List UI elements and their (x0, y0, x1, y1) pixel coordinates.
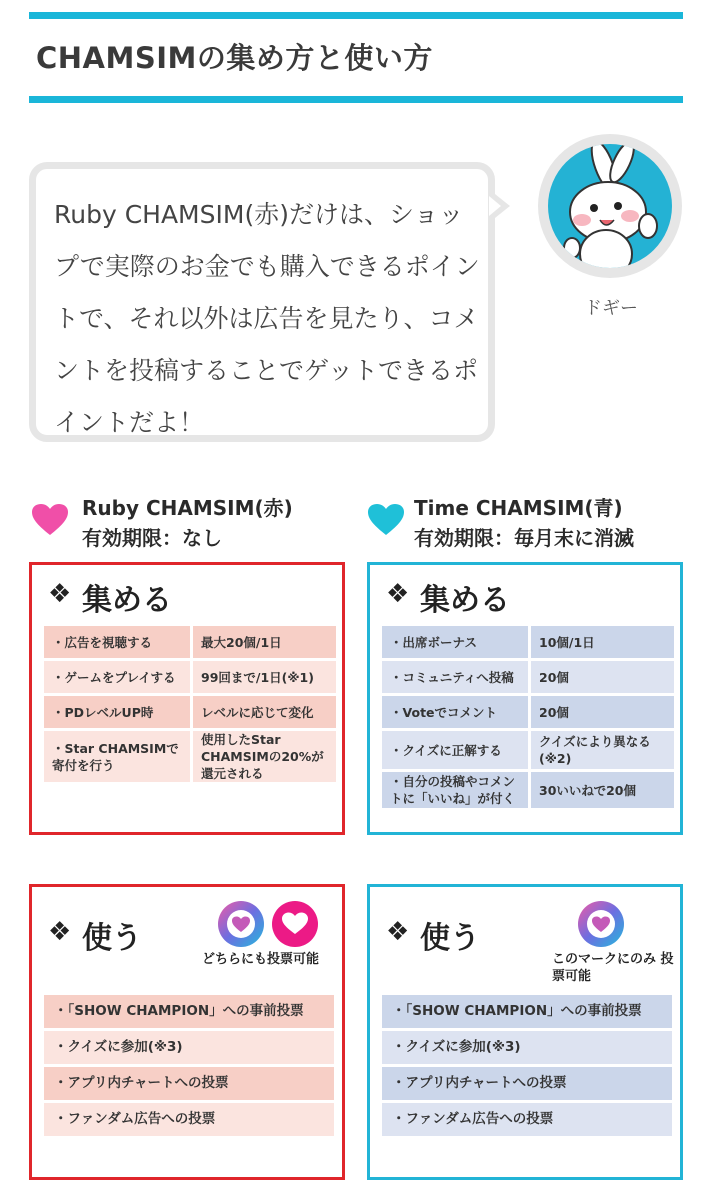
list-item: ・ファンダム広告への投票 (382, 1103, 672, 1136)
sparkle-icon: ❖ (386, 917, 410, 947)
page-title: CHAMSIMの集め方と使い方 (36, 41, 433, 75)
table-cell-reward: 20個 (531, 661, 674, 693)
table-cell-action: ・自分の投稿やコメントに「いいね」が付く (382, 772, 528, 808)
table-cell-action: ・ゲームをプレイする (44, 661, 190, 693)
speech-text: Ruby CHAMSIM(赤)だけは、ショップで実際のお金でも購入できるポイントで、それ以外は広告を見たり、コメントを投稿することでゲットできるポイントだよ！ (54, 200, 480, 437)
table-cell-reward: レベルに応じて変化 (193, 696, 336, 728)
time-collect-panel (367, 562, 683, 835)
ruby-use-title: 使う (82, 921, 142, 956)
heart-icon (272, 901, 318, 947)
speech-bubble (29, 162, 495, 442)
time-use-note: このマークにのみ 投票可能 (552, 952, 674, 984)
time-use-list (382, 995, 672, 1139)
table-cell-action: ・Voteでコメント (382, 696, 528, 728)
table-row (382, 772, 674, 808)
table-row (382, 661, 674, 693)
time-collect-title: 集める (420, 583, 510, 618)
speech-bubble-tail-inner (489, 196, 501, 216)
list-item: ・アプリ内チャートへの投票 (382, 1067, 672, 1100)
table-cell-action: ・Star CHAMSIMで 寄付を行う (44, 731, 190, 782)
table-cell-action: ・コミュニティへ投稿 (382, 661, 528, 693)
table-row (382, 626, 674, 658)
table-cell-reward: 20個 (531, 696, 674, 728)
list-item: ・アプリ内チャートへの投票 (44, 1067, 334, 1100)
time-name: Time CHAMSIM(青) (414, 496, 623, 520)
table-cell-reward: 30いいねで20個 (531, 772, 674, 808)
table-cell-action: ・出席ボーナス (382, 626, 528, 658)
table-row (382, 696, 674, 728)
heart-icon (218, 901, 264, 947)
table-row (44, 661, 336, 693)
ruby-collect-table (41, 623, 339, 785)
table-row (382, 731, 674, 769)
heart-badge-icon (272, 901, 318, 947)
sparkle-icon: ❖ (48, 579, 72, 609)
table-cell-reward: 最大20個/1日 (193, 626, 336, 658)
ruby-use-list (44, 995, 334, 1139)
table-row (44, 731, 336, 782)
list-item: ・「SHOW CHAMPION」への事前投票 (382, 995, 672, 1028)
ruby-name: Ruby CHAMSIM(赤) (82, 496, 293, 520)
heart-icon (368, 504, 404, 536)
ruby-use-note: どちらにも投票可能 (202, 952, 320, 967)
heart-icon (32, 504, 68, 536)
table-cell-action: ・クイズに正解する (382, 731, 528, 769)
ruby-collect-title: 集める (82, 583, 172, 618)
table-row (44, 626, 336, 658)
time-use-title: 使う (420, 921, 480, 956)
time-use-panel (367, 884, 683, 1180)
table-cell-reward: 99回まで/1日(※1) (193, 661, 336, 693)
ruby-collect-panel (29, 562, 345, 835)
list-item: ・ファンダム広告への投票 (44, 1103, 334, 1136)
avatar (548, 144, 672, 268)
table-row (44, 696, 336, 728)
list-item: ・「SHOW CHAMPION」への事前投票 (44, 995, 334, 1028)
table-cell-reward: 10個/1日 (531, 626, 674, 658)
table-cell-action: ・PDレベルUP時 (44, 696, 190, 728)
sparkle-icon: ❖ (386, 579, 410, 609)
ruby-expiry: 有効期限：なし (82, 526, 222, 550)
table-cell-reward: 使用したStar CHAMSIMの20%が 還元される (193, 731, 336, 782)
sparkle-icon: ❖ (48, 917, 72, 947)
heart-badge-icon (218, 901, 264, 947)
table-cell-reward: クイズにより異なる (※2) (531, 731, 674, 769)
list-item: ・クイズに参加(※3) (44, 1031, 334, 1064)
table-cell-action: ・広告を視聴する (44, 626, 190, 658)
heart-icon (578, 901, 624, 947)
avatar-name: ドギー (584, 298, 638, 319)
header-top-border (29, 12, 683, 19)
bunny-character-icon (548, 144, 672, 268)
time-collect-table (379, 623, 677, 811)
list-item: ・クイズに参加(※3) (382, 1031, 672, 1064)
time-expiry: 有効期限：毎月末に消滅 (414, 526, 634, 550)
ruby-use-panel (29, 884, 345, 1180)
heart-badge-icon (578, 901, 624, 947)
header-bottom-border (29, 96, 683, 103)
